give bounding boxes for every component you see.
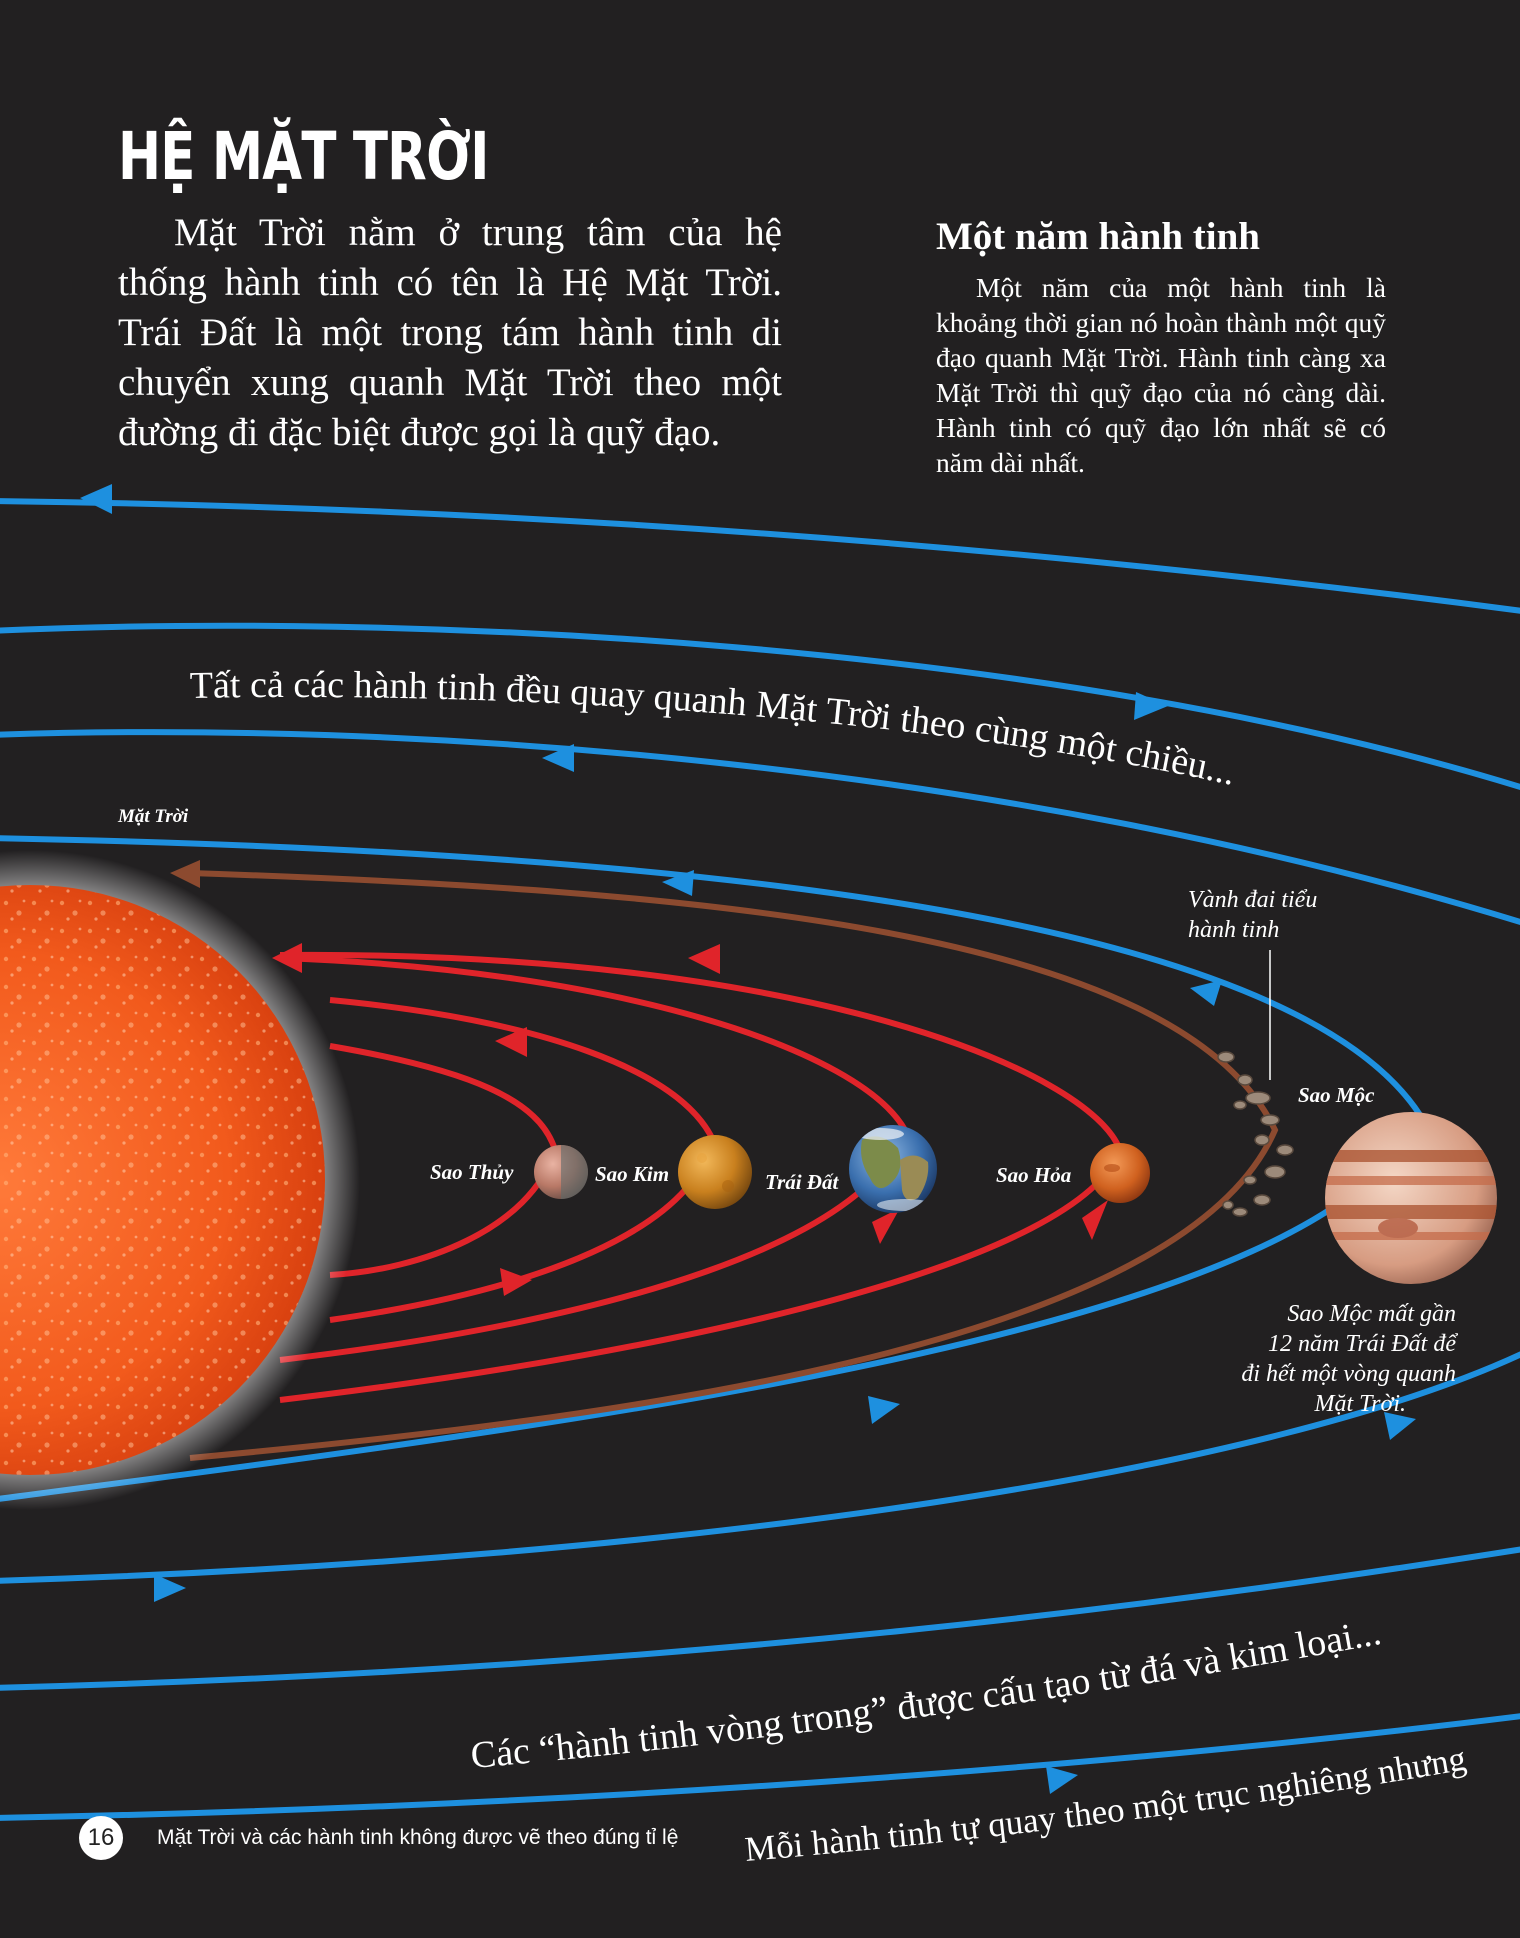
jupiter-note	[1196, 1299, 1456, 1419]
mars	[1090, 1143, 1150, 1203]
page-title: HỆ MẶT TRỜI	[118, 118, 489, 195]
label-venus: Sao Kim	[595, 1162, 670, 1186]
sidebar-body: Một năm của một hành tinh là khoảng thời gian nó hoàn thành một quỹ đạo quanh Mặt Trời. Hành tinh càng xa Mặt Trời thì quỹ đạo của nó càng dài. Hành tinh có quỹ đạo lớn nhất sẽ có năm dài nhất.	[936, 272, 1386, 478]
jupiter-note-line: Mặt Trời.	[1314, 1391, 1406, 1417]
earth	[849, 1125, 937, 1213]
mercury	[534, 1145, 588, 1199]
label-sun: Mặt Trời	[118, 806, 189, 827]
label-earth: Trái Đất	[765, 1170, 839, 1194]
sidebar-heading: Một năm hành tinh	[936, 215, 1260, 258]
intro-paragraph: Mặt Trời nằm ở trung tâm của hệ thống hành tinh có tên là Hệ Mặt Trời. Trái Đất là một trong tám hành tinh di chuyển xung quanh Mặt Trời theo một đường đi đặc biệt được gọi là quỹ đạo.	[118, 211, 782, 454]
label-jupiter: Sao Mộc	[1298, 1083, 1375, 1107]
page-number: 16	[79, 1816, 123, 1860]
jupiter-note-line: Sao Mộc mất gần	[1287, 1301, 1456, 1327]
caption-top: Tất cả các hành tinh đều quay quanh Mặt Trời theo cùng một chiều...	[189, 663, 1240, 794]
jupiter-note-line: đi hết một vòng quanh	[1241, 1361, 1456, 1387]
label-mercury: Sao Thủy	[430, 1160, 514, 1184]
footer-note: Mặt Trời và các hành tinh không được vẽ theo đúng tỉ lệ	[157, 1826, 679, 1849]
venus	[678, 1135, 752, 1209]
label-mars: Sao Hỏa	[996, 1163, 1072, 1187]
caption-middle: Các “hành tinh vòng trong” được cấu tạo từ đá và kim loại...	[468, 1610, 1385, 1777]
label-asteroid-belt-line: hành tinh	[1188, 917, 1280, 943]
label-asteroid-belt	[1188, 885, 1317, 945]
caption-bottom: Mỗi hành tinh tự quay theo một trục nghiêng nhưng	[743, 1738, 1469, 1869]
label-asteroid-belt-line: Vành đai tiểu	[1188, 887, 1318, 913]
jupiter-note-line: 12 năm Trái Đất để	[1267, 1331, 1456, 1357]
